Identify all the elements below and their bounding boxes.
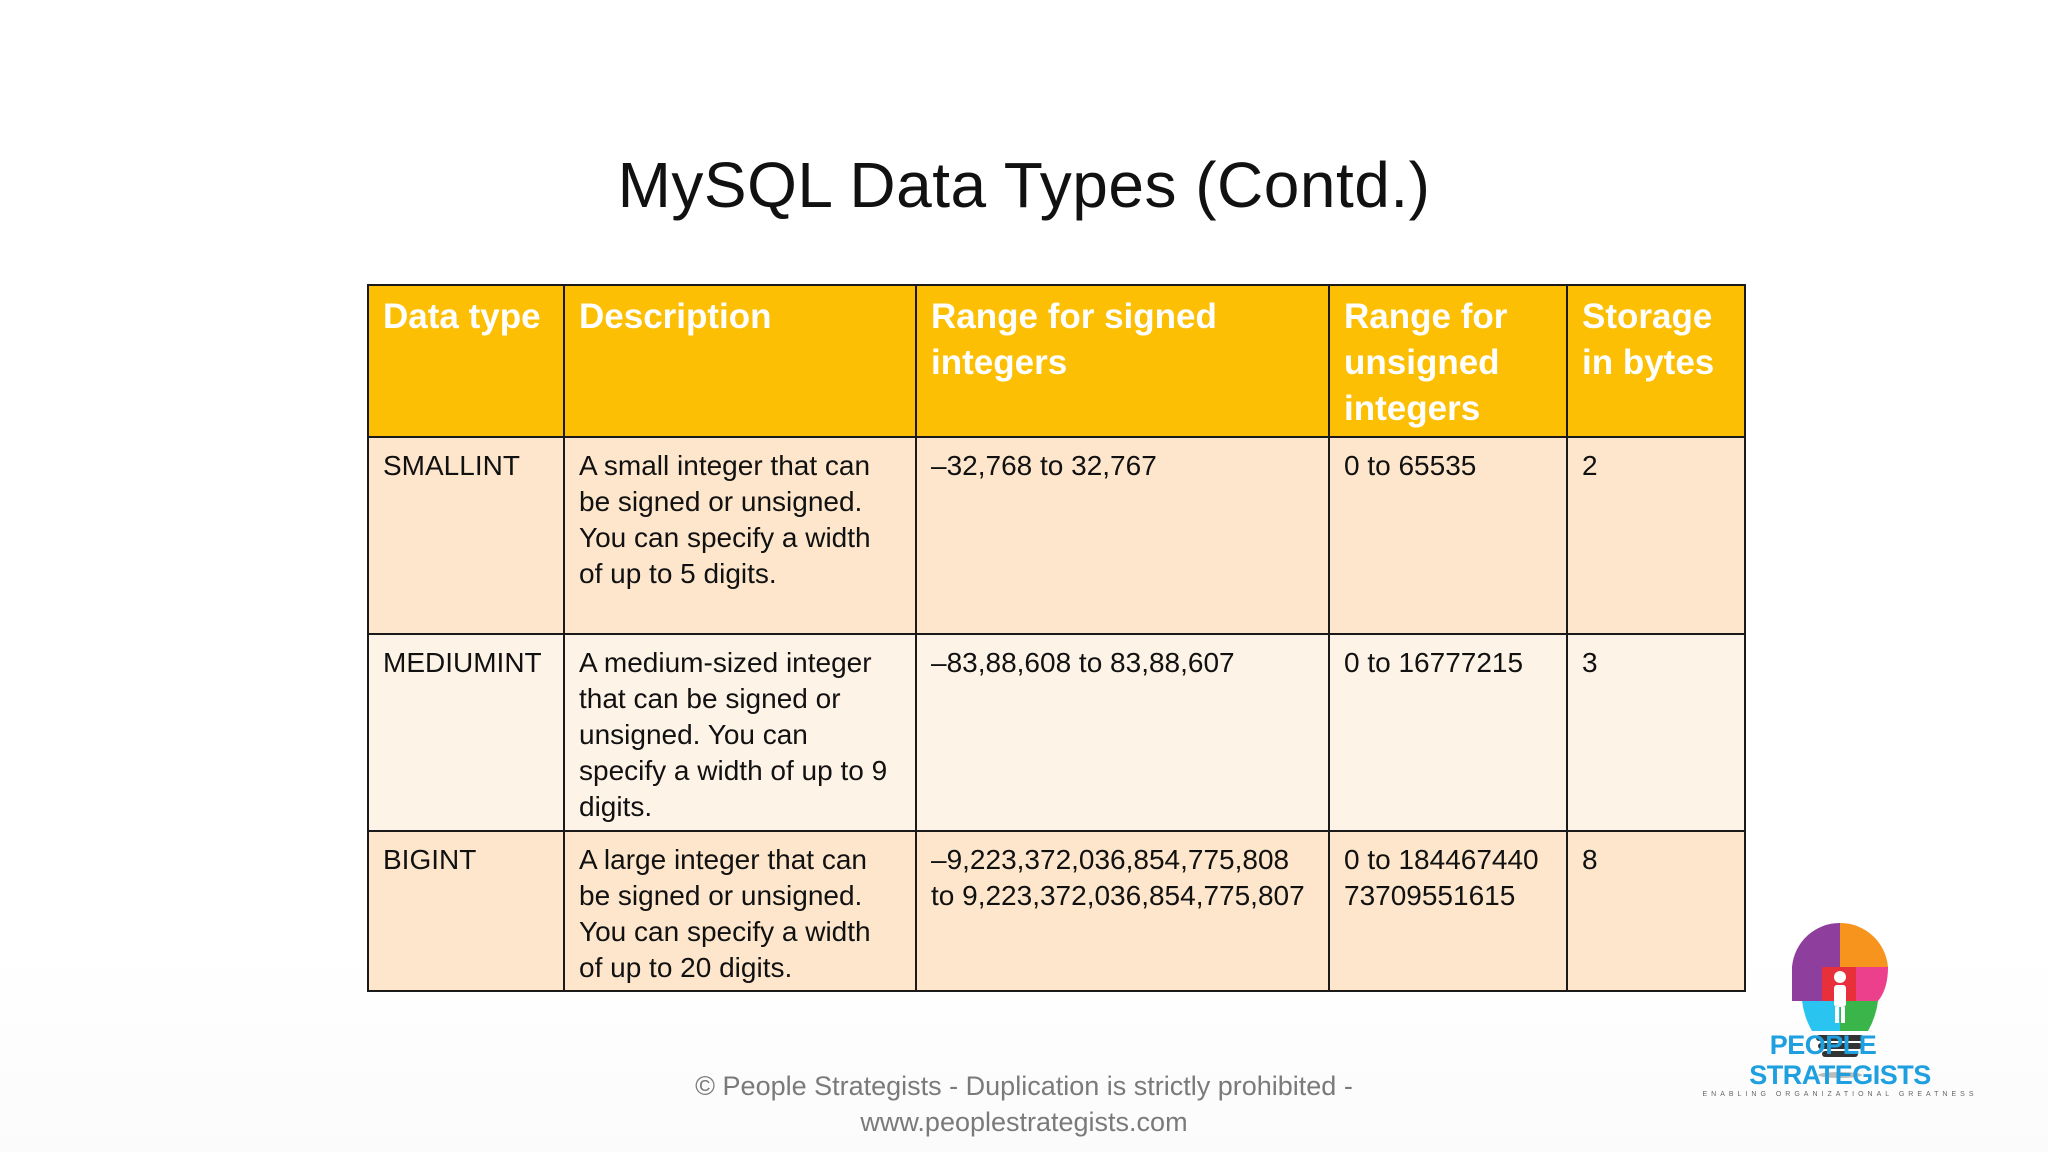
footer-copyright [0, 1068, 2048, 1140]
logo-word-strategists: STRATEGISTS [1749, 1060, 1931, 1090]
footer-url: www.peoplestrategists.com [860, 1107, 1188, 1137]
cell-signed-range: –32,768 to 32,767 [916, 437, 1329, 634]
data-types-table [367, 284, 1746, 992]
cell-type: BIGINT [368, 831, 564, 991]
logo-word-people: PEOPLE [1769, 1030, 1877, 1060]
cell-unsigned-range: 0 to 18446744073709551615 [1329, 831, 1567, 991]
cell-unsigned-range: 0 to 16777215 [1329, 634, 1567, 831]
header-storage: Storage in bytes [1567, 285, 1745, 437]
cell-storage: 3 [1567, 634, 1745, 831]
header-range-signed: Range for signed integers [916, 285, 1329, 437]
header-data-type: Data type [368, 285, 564, 437]
cell-storage: 2 [1567, 437, 1745, 634]
cell-description: A large integer that can be signed or unsigned. You can specify a width of up to 20 digits. [564, 831, 916, 991]
table-row [368, 634, 1745, 831]
cell-description: A small integer that can be signed or unsigned. You can specify a width of up to 5 digits. [564, 437, 916, 634]
cell-description: A medium-sized integer that can be signed or unsigned. You can specify a width of up to 9 digits. [564, 634, 916, 831]
footer-line-1: © People Strategists - Duplication is strictly prohibited - [695, 1071, 1353, 1101]
logo-tagline: ENABLING ORGANIZATIONAL GREATNESS [1702, 1091, 1978, 1098]
cell-type: MEDIUMINT [368, 634, 564, 831]
header-description: Description [564, 285, 916, 437]
table-row [368, 831, 1745, 991]
cell-unsigned-range: 0 to 65535 [1329, 437, 1567, 634]
cell-storage: 8 [1567, 831, 1745, 991]
slide-title: MySQL Data Types (Contd.) [617, 149, 1431, 221]
table-row [368, 437, 1745, 634]
cell-signed-range: –83,88,608 to 83,88,607 [916, 634, 1329, 831]
header-range-unsigned: Range for unsigned integers [1329, 285, 1567, 437]
cell-type: SMALLINT [368, 437, 564, 634]
cell-signed-range: –9,223,372,036,854,775,808 to 9,223,372,036,854,775,807 [916, 831, 1329, 991]
table-header-row [368, 285, 1745, 437]
